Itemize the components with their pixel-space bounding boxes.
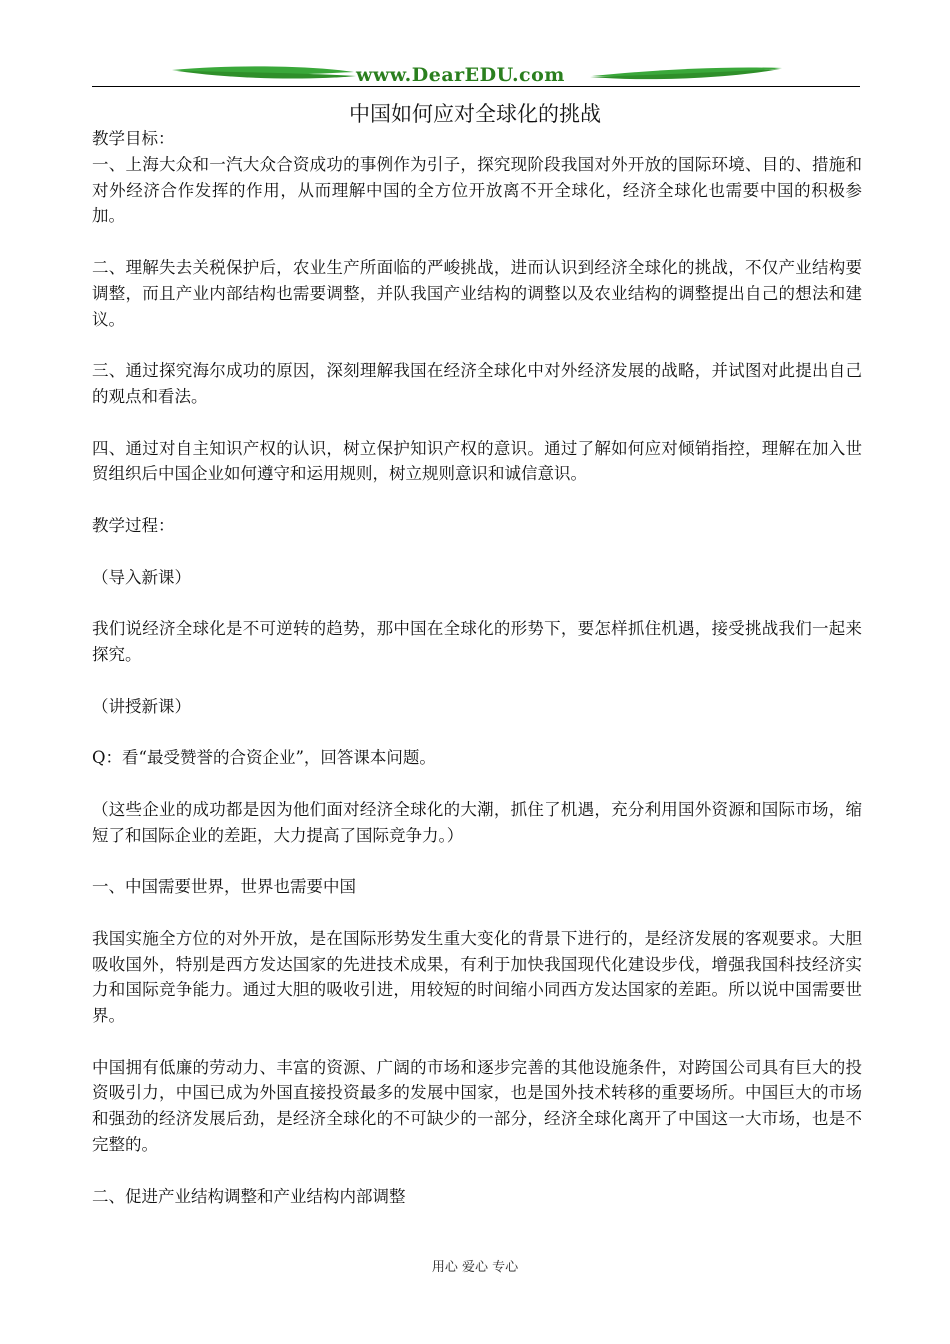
header-divider (92, 86, 860, 87)
blank-line (92, 229, 862, 255)
document-title: 中国如何应对全球化的挑战 (349, 102, 601, 126)
blank-line (92, 900, 862, 926)
objective-2: 二、理解失去关税保护后，农业生产所面临的严峻挑战，进而认识到经济全球化的挑战，不仅产业结构要调整，而且产业内部结构也需要调整，并队我国产业结构的调整以及农业结构的调整提出自己的想法和建议。 (92, 257, 862, 329)
objectives-heading: 教学目标： (92, 129, 175, 148)
objective-3: 三、通过探究海尔成功的原因，深刻理解我国在经济全球化中对外经济发展的战略，并试图对此提出自己的观点和看法。 (92, 361, 862, 406)
document-body (92, 126, 862, 1209)
intro-label: （导入新课） (92, 567, 191, 587)
answer: （这些企业的成功都是因为他们面对经济全球化的大潮，抓住了机遇，充分利用国外资源和国际市场，缩短了和国际企业的差距，大力提高了国际竞争力。） (92, 799, 862, 845)
blank-line (92, 410, 862, 436)
section-2-heading: 二、促进产业结构调整和产业结构内部调整 (92, 1186, 406, 1206)
blank-line (92, 1029, 862, 1055)
section-1-paragraph-1: 我国实施全方位的对外开放，是在国际形势发生重大变化的背景下进行的，是经济发展的客观要求。大胆吸收国外，特别是西方发达国家的先进技术成果，有利于加快我国现代化建设步伐，增强我国科技经济实力和国际竞争能力。通过大胆的吸收引进，用较短的时间缩小同西方发达国家的差距。所以说中国需要世界。 (92, 928, 862, 1026)
intro-text: 我们说经济全球化是不可逆转的趋势，那中国在全球化的形势下，要怎样抓住机遇，接受挑战我们一起来探究。 (92, 619, 862, 664)
section-1-heading: 一、中国需要世界，世界也需要中国 (92, 877, 356, 897)
site-url-logo: www.DearEDU.com (356, 64, 565, 86)
blank-line (92, 719, 862, 745)
blank-line (92, 1158, 862, 1184)
question: Q：看“最受赞誉的合资企业”，回答课本问题。 (92, 748, 436, 768)
page-footer: 用心 爱心 专心 (431, 1260, 519, 1275)
blank-line (92, 771, 862, 797)
blank-line (92, 332, 862, 358)
section-1-paragraph-2: 中国拥有低廉的劳动力、丰富的资源、广阔的市场和逐步完善的其他设施条件，对跨国公司具有巨大的投资吸引力，中国已成为外国直接投资最多的发展中国家，也是国外技术转移的重要场所。中国巨大的市场和强劲的经济发展后劲，是经济全球化的不可缺少的一部分，经济全球化离开了中国这一大市场，也是不完整的。 (92, 1057, 862, 1155)
objective-1: 一、上海大众和一汽大众合资成功的事例作为引子，探究现阶段我国对外开放的国际环境、目的、措施和对外经济合作发挥的作用，从而理解中国的全方位开放离不开全球化，经济全球化也需要中国的积极参加。 (92, 154, 862, 226)
blank-line (92, 668, 862, 694)
lecture-label: （讲授新课） (92, 696, 191, 716)
process-heading: 教学过程： (92, 515, 175, 535)
blank-line (92, 590, 862, 616)
blank-line (92, 539, 862, 565)
blank-line (92, 848, 862, 874)
objective-4: 四、通过对自主知识产权的认识，树立保护知识产权的意识。通过了解如何应对倾销指控，理解在加入世贸组织后中国企业如何遵守和运用规则，树立规则意识和诚信意识。 (92, 438, 862, 484)
blank-line (92, 487, 862, 513)
